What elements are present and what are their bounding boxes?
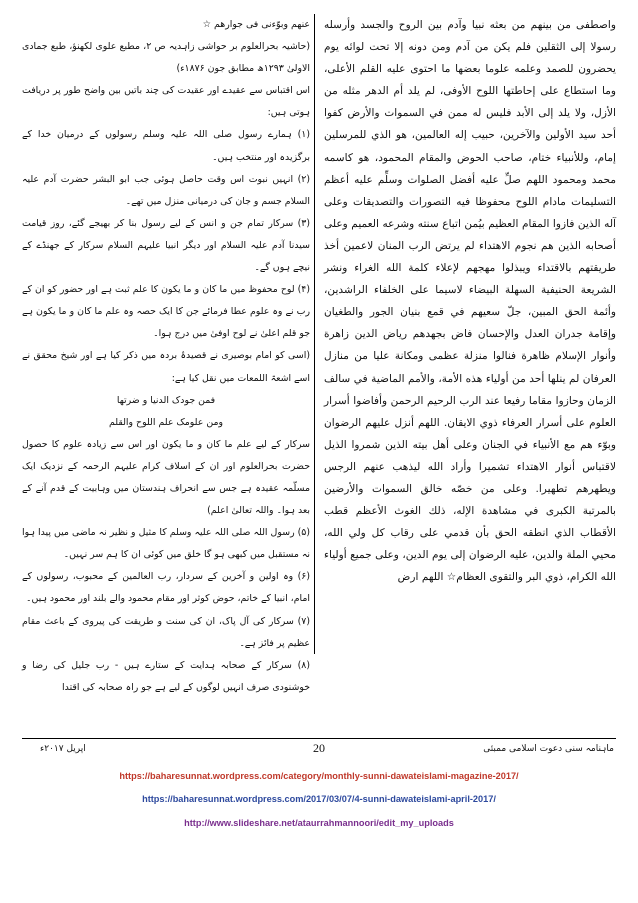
footer-date: اپریل ۲۰۱۷ء xyxy=(40,744,86,754)
magazine-page xyxy=(22,14,616,693)
link-april-issue[interactable]: https://baharesunnat.wordpress.com/2017/03/07/4-sunni-dawateislami-april-2017/ xyxy=(142,794,496,804)
urdu-paragraph-closing: عنهم وبوّءنی فی جوارهم ☆ xyxy=(202,19,310,30)
urdu-point-4: (۴) لوح محفوظ میں ما کان و ما یکون کا علم ثبت ہے اور حضور کو ان کے رب نے وہ علوم عطا فرمائے جن کا ایک حصہ وہ علم ما کان و ما یکون ہے جو قلم اعلیٰ نے لوح اوفیٰ میں درج ہوا۔ xyxy=(22,284,310,340)
footer-rule xyxy=(22,738,616,739)
urdu-point-5: (۵) رسول اللہ صلی اللہ علیہ وسلم کا مثیل و نظیر نہ ماضی میں پیدا ہوا نہ مستقبل میں کبھی ہو گا خلق میں کوئی ان کا ہم سر نہیں۔ xyxy=(22,527,310,561)
arabic-paragraph: واصطفى من بينهم من بعثه نبيا وآدم بين الروح والجسد وأرسله رسولا إلى الثقلين فلم يكن من آدم ومن دونه إلا تحت لوائه يوم يحضرون للصمد وعلمه علوما بعضها ما احتوى عليه القلم الأعلى، وما استطاع على إحاطتها اللوح الأوفى، لم يلد أم الدهر مثله من الأزل، ولا يلد إلى الأبد فليس له ممن في السموات والأرض كفوا أحد سيد الأولين والآخرين، حبيب إله العالمين، هو الذي للمرسلين إمام، وللأنبياء ختام، صاحب الحوض والمقام المحمود، هو كاسمه محمد ومحمود اللهم صلِّ عليه أفضل الصلوات وسلِّم عليه أعظم التسليمات مادام اللوح محفوظا فيه التصورات والتصديقات وعلى آله الذين فازوا المقام العظيم بيُمن اتباع سنته وشرعه العميم وعلى أصحابه الذين هم نجوم الاهتداء لم يرتض الرب المنان لاعمين أخذ طريقتهم بالاقتداء ويبذلوا مهجهم لإعلاء كلمة الله الغراء ونشر الشريعة الحنيفية السهلة البيضاء لاسيما على الخلفاء الراشدين، وأئمة الحق المبين، جلّ سعيهم في قمع بنيان الجور والطغيان وإقامة جدران العدل والإحسان فاض بجهدهم رياض الدين زاهرة وأنوار الإسلام ظاهرة فنالوا منزلة عظمى ومكانة عليا من منازل العرفان لم ينلها أحد من أولياء هذه الأمة، والأمم الماضية في سالف الزمان وحازوا مقاما رفيعا عند الرب الرحيم الرحمن وأفاضوا أسرار العلوم على أسرار العرفاء ذوي الايقان. اللهم أنزل عليهم الرضوان وبوّء هم مع الأنبياء في الجنان وعلى أهل بيته الذين شمروا الذيل لاقتباس أنوار الاهتداء تشميرا وأراد الله ليذهب عنهم الرجس ويطهرهم تطهيرا. وعلى من خصّه خالق السموات والأرضين بالمرتبة الكبرى في مشاهدة الإله، ذلك الغوث الأعظم قطب الأقطاب الذي انطقه الحق بأن قدمي على رقاب كل ولي الله، محيي الملة والدين، عليه الرضوان إلى يوم الدين، وعلى جميع أولياء الله الكرام، ذوي البر والتقوى العظام☆ اللهم ارض xyxy=(324,19,616,584)
urdu-paragraph-intro: اس اقتباس سے عقیدے اور عقیدت کی چند باتیں بین واضح طور پر دریافت ہوتی ہیں: xyxy=(22,85,310,119)
arabic-text-column xyxy=(324,14,616,654)
poem-verse-1: فمن جودک الدنیا و ضرتھا xyxy=(116,394,216,406)
urdu-paragraph-reference: (حاشیہ بحرالعلوم بر حواشی زاہدیہ ص ۲، مطبع علوی لکھنؤ، طبع جمادی الاولیٰ ۱۲۹۳ھ مطابق جون ۱۸۷۶ء) xyxy=(22,41,310,75)
link-slideshare[interactable]: http://www.slideshare.net/ataurrahmannoori/edit_my_uploads xyxy=(184,818,454,828)
urdu-point-8: (۸) سرکار کے صحابہ ہدایت کے ستارے ہیں - رب جلیل کی رضا و خوشنودی صرف انہیں لوگوں کے لیے ہے جو راہ صحابہ کی اقتدا xyxy=(22,659,310,693)
urdu-point-2: (۲) انہیں نبوت اس وقت حاصل ہوئی جب ابو البشر حضرت آدم علیہ السلام جسم و جان کی درمیانی منزل میں تھے۔ xyxy=(22,173,310,207)
urdu-point-3: (۳) سرکار تمام جن و انس کے لیے رسول بنا کر بھیجے گئے، روز قیامت سیدنا آدم علیہ السلام اور دیگر انبیا علیہم السلام سرکار کے جھنڈے کے نیچے ہوں گے۔ xyxy=(22,217,310,274)
column-divider xyxy=(314,14,315,654)
urdu-point-6: (۶) وہ اولین و آخرین کے سردار، رب العالمین کے محبوب، رسولوں کے امام، انبیا کے خاتم، حوض کوثر اور مقام محمود والے بلند اور محمود ہیں۔ xyxy=(22,571,310,605)
urdu-text-column xyxy=(22,14,310,693)
urdu-paragraph-aqeedah: سرکار کے لیے علم ما کان و ما یکون اور اس سے زیادہ علوم کا حصول حضرت بحرالعلوم اور ان کے اسلاف کرام علیہم الرحمہ کے نزدیک ایک مسلّمہ عقیدہ ہے جس سے انحراف ہندستان میں وہابیت کے قدم آنے کے بعد ہوا۔ واللہ تعالیٰ اعلم) xyxy=(22,438,310,517)
urdu-point-7: (۷) سرکار کی آل پاک، ان کی سنت و طریقت کی پیروی کے باعث مقام عظیم پر فائز ہے۔ xyxy=(22,615,310,649)
link-magazine-category[interactable]: https://baharesunnat.wordpress.com/category/monthly-sunni-dawateislami-magazine-2017/ xyxy=(119,771,519,781)
poem-verse-2: ومن علومک علم اللوح والقلم xyxy=(108,416,224,428)
urdu-paragraph-bosiri: (اسی کو امام بوصیری نے قصیدۂ بردہ میں ذکر کیا ہے اور شیخ محقق نے اسے اشعۃ اللمعات میں نقل کیا ہے: xyxy=(22,350,310,384)
footer-magazine-name: ماہنامہ سنی دعوت اسلامی ممبئی xyxy=(483,744,614,754)
urdu-point-1: (۱) ہمارے رسول صلی اللہ علیہ وسلم رسولوں کے درمیان خدا کے برگزیدہ اور منتخب ہیں۔ xyxy=(22,129,310,163)
page-number: 20 xyxy=(313,741,325,755)
